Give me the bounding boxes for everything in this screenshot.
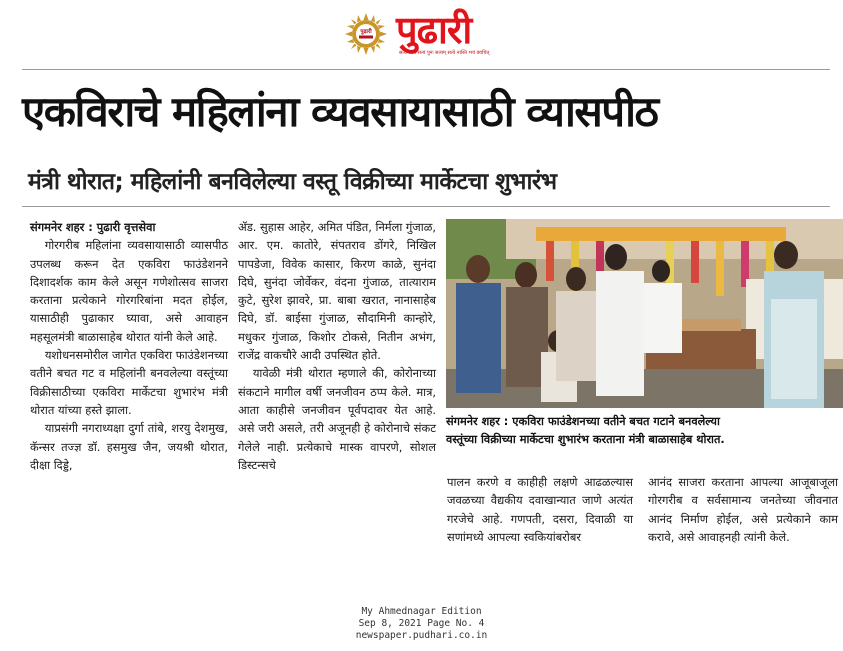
masthead	[0, 8, 843, 60]
paragraph: यशोधनसमोरील जागेत एकविरा फाउंडेशनच्या वतीने बचत गट व महिलांनी बनवलेल्या वस्तूंच्या विक्रीसाठीच्या एकविरा मार्केटचा शुभारंभ मंत्री थोरात यांच्या हस्ते झाला.	[30, 348, 228, 417]
caption-line: संगमनेर शहर : एकविरा फाउंडेशनच्या वतीने बचत गटाने बनवलेल्या	[446, 415, 720, 428]
paragraph: यावेळी मंत्री थोरात म्हणाले की, कोरोनाच्या संकटाने मागील वर्षी जनजीवन ठप्प केले. मात्र, आता काहीसे जनजीवन पूर्वपदावर येत आहे. असे जरी असले, तरी अजूनही हे कोरोनाचे संकट गेलेले नाही. प्रत्येकाचे मास्क वापरणे, सोशल डिस्टन्सचे	[238, 366, 436, 472]
caption-line: वस्तूंच्या विक्रीच्या मार्केटचा शुभारंभ करताना मंत्री बाळासाहेब थोरात.	[446, 433, 725, 446]
pudhari-emblem-logo	[344, 12, 388, 56]
footer-edition: My Ahmednagar Edition	[361, 606, 482, 617]
brand-tagline: सत्यं सत्यं सत्यं पुनः सत्यम् सत्ये नास्ति भयं क्वचित्	[399, 50, 490, 56]
brand-name: पुढारी	[396, 8, 472, 52]
article-column-3	[447, 473, 633, 546]
paragraph: याप्रसंगी नगराध्यक्षा दुर्गा तांबे, शरयु देशमुख, कॅन्सर तज्ज्ञ डॉ. हसमुख जैन, जयश्री थोरात, दीक्षा दिड्डे,	[30, 421, 228, 472]
paragraph: ॲड. सुहास आहेर, अमित पंडित, निर्मला गुंजाळ, आर. एम. कातोरे, संपतराव डोंगरे, निखिल पापडेजा, विवेक कासार, किरण काळे, सुनंदा दिघे, सुनंदा जोर्वेकर, वंदना गुंजाळ, तात्याराम कुटे, सुरेश झावरे, प्रा. बाबा खरात, नानासाहेब दिघे, डॉ. बाईसा गुंजाळ, सौदामिनी कान्होरे, मधुकर गुंजाळ, किशोर टोकसे, नितीन अभंग, राजेंद्र वाकचौरे आदी उपस्थित होते.	[238, 220, 436, 363]
article-column-4	[648, 473, 838, 546]
footer-date-page: Sep 8, 2021 Page No. 4	[358, 618, 485, 629]
paragraph: गोरगरीब महिलांना व्यवसायासाठी व्यासपीठ उपलब्ध करून देत एकविरा फाउंडेशनने दिशादर्शक काम केले असून गणेशोत्सव साजरा करताना प्रत्येकाने गोरगरिबांना मदत होईल, यासाठीही पुढाकार घ्यावा, असे आवाहन महसूलमंत्री बाळासाहेब थोरात यांनी केले आहे.	[30, 238, 228, 344]
dateline: संगमनेर शहर : पुढारी वृत्तसेवा	[30, 220, 156, 234]
paragraph: पालन करणे व काहीही लक्षणे आढळल्यास जवळच्या वैद्यकीय दवाखान्यात जाणे अत्यंत गरजेचे आहे. गणपती, दसरा, दिवाळी या सणांमध्ये आपल्या स्वकियांबरोबर	[447, 475, 633, 544]
footer-site: newspaper.pudhari.co.in	[355, 630, 488, 641]
footer	[0, 606, 843, 642]
emblem-text: पुढारी	[360, 29, 372, 35]
headline: एकविराचे महिलांना व्यवसायासाठी व्यासपीठ	[22, 87, 658, 136]
article-column-2	[238, 218, 436, 474]
divider	[22, 69, 830, 70]
divider	[22, 206, 830, 207]
article-column-1	[30, 218, 228, 474]
subheadline: मंत्री थोरात; महिलांनी बनविलेल्या वस्तू विक्रीच्या मार्केटचा शुभारंभ	[28, 169, 557, 195]
photo-caption	[446, 413, 843, 449]
paragraph: आनंद साजरा करताना आपल्या आजूबाजूला गोरगरीब व सर्वसामान्य जनतेच्या जीवनात आनंद निर्माण होईल, असे प्रत्येकाने काम करावे, असे आवाहनही त्यांनी केले.	[648, 475, 838, 544]
news-photo	[446, 219, 843, 408]
